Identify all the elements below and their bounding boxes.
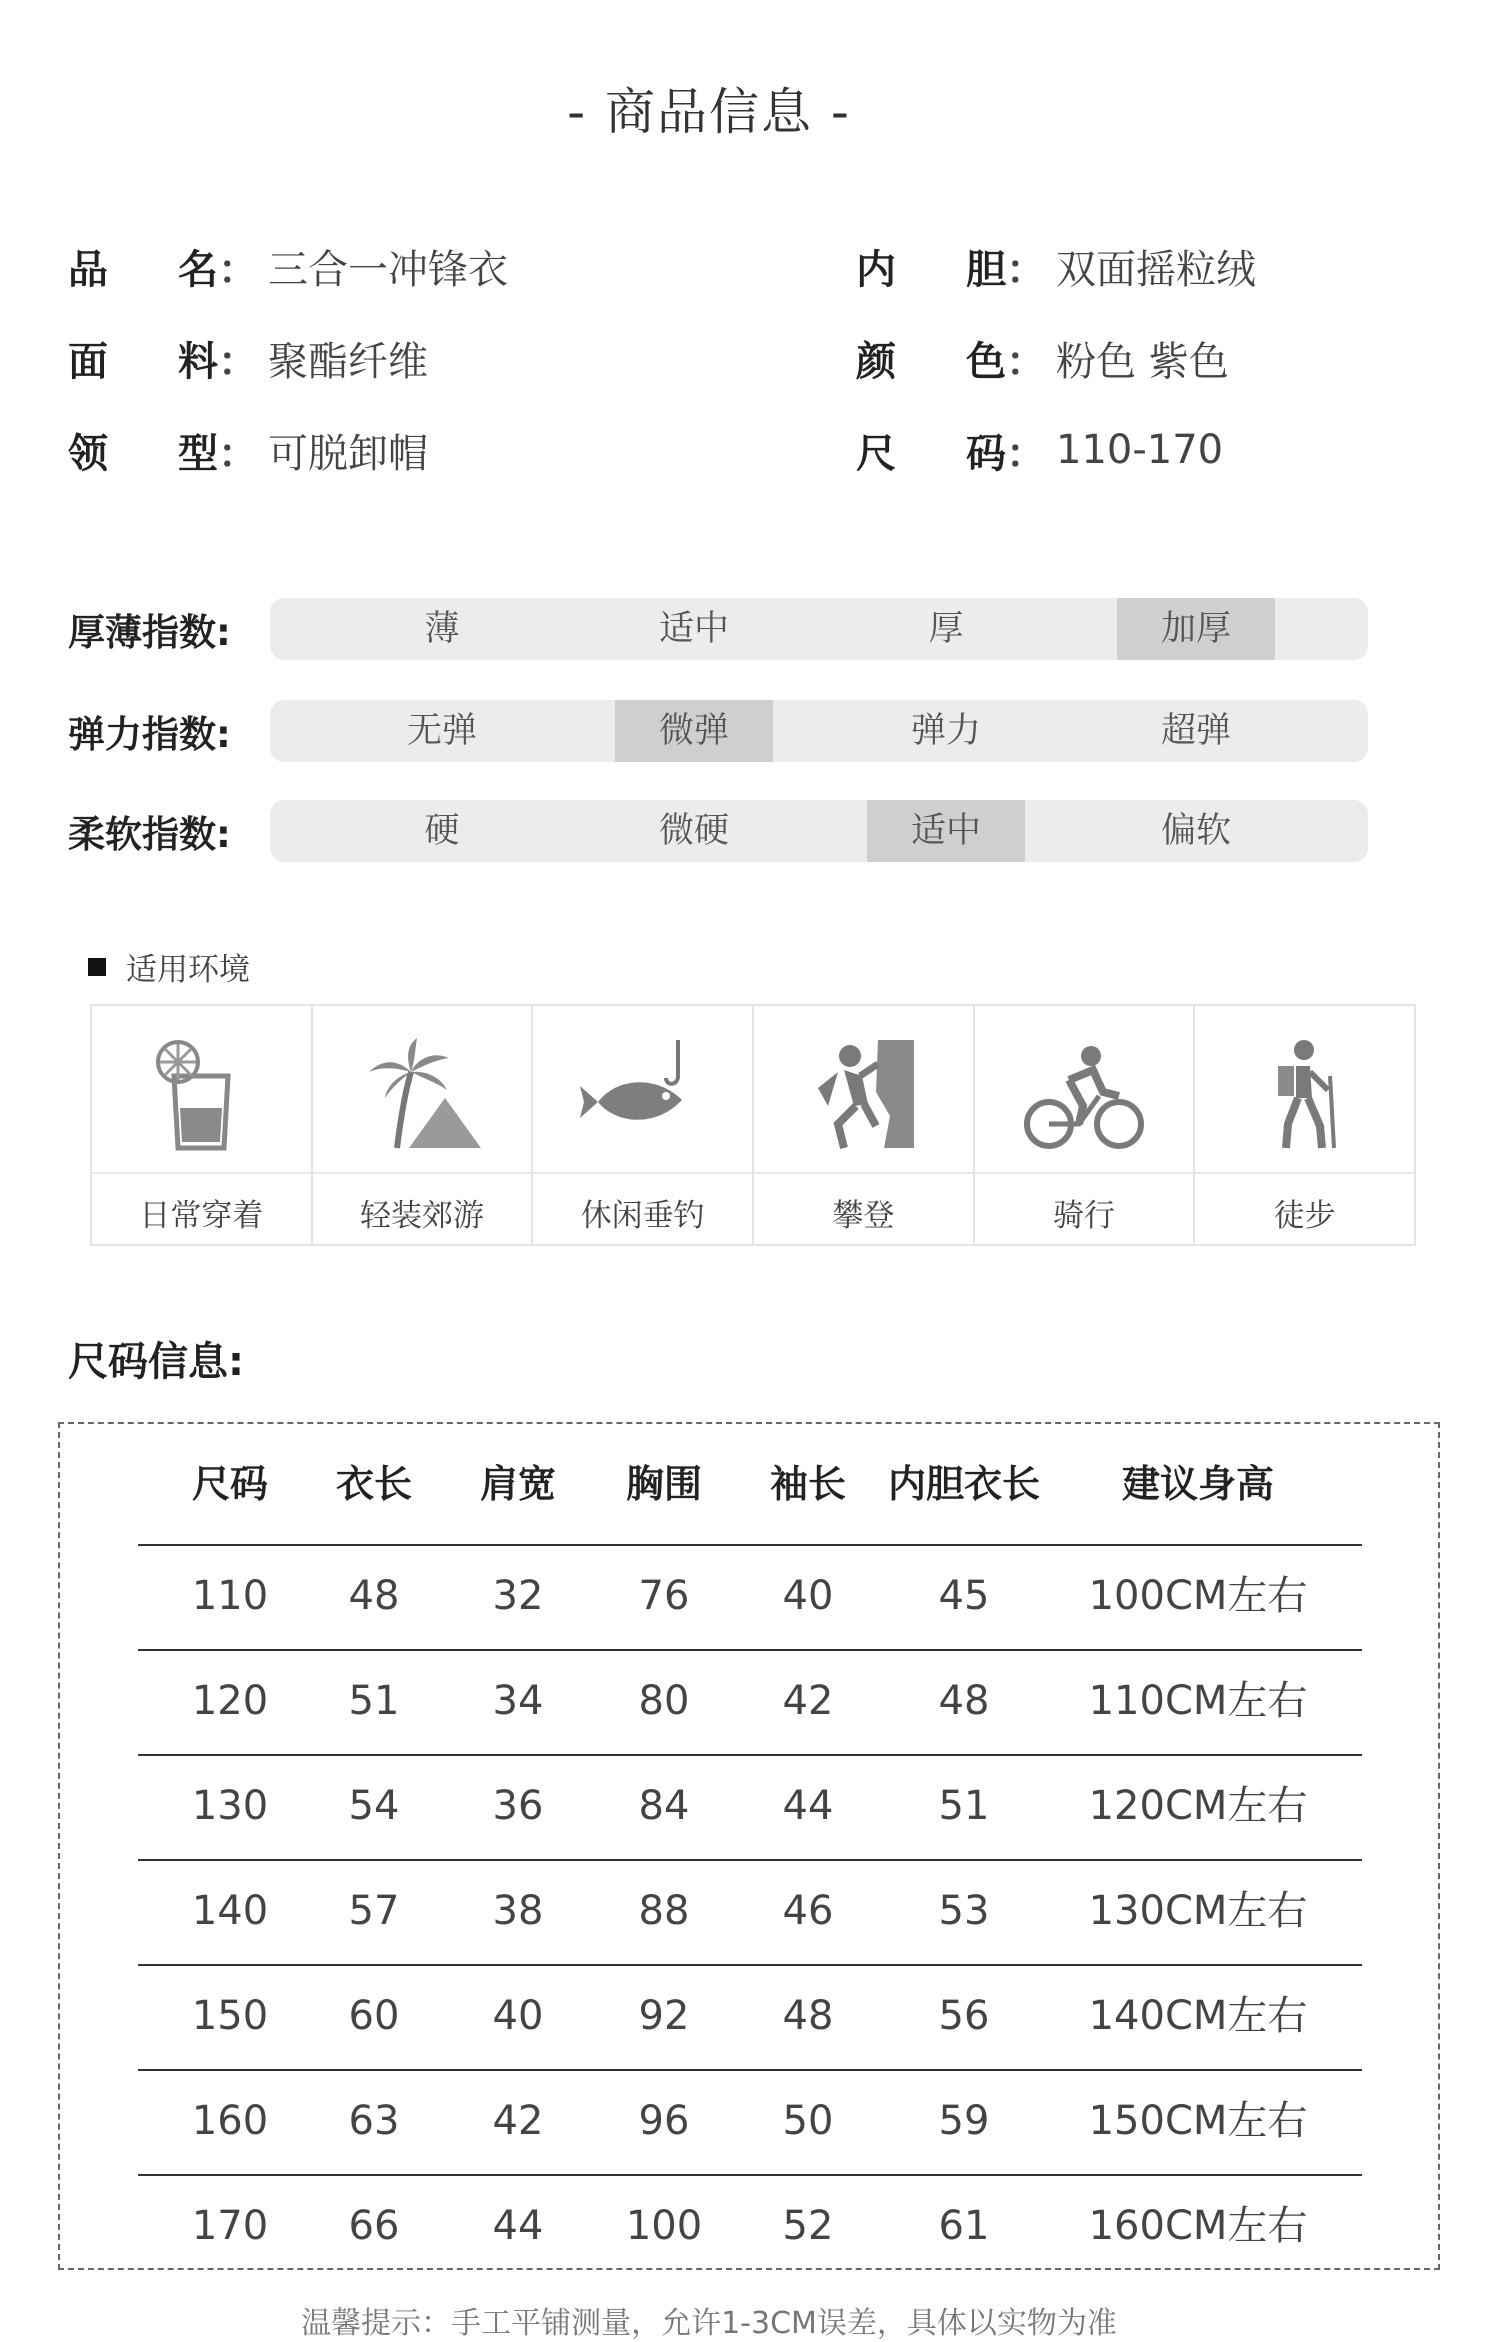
table-cell: 110CM左右 [1088,1678,1308,1724]
table-row [138,1544,1362,1649]
table-cell: 40 [782,1573,834,1619]
table-cell: 54 [348,1783,400,1829]
index-label: 弹力指数: [68,713,231,756]
column-header: 建议身高 [1121,1462,1274,1506]
table-cell: 88 [638,1888,690,1934]
env-item-outing [313,1006,534,1244]
index-option: 适中 [658,609,729,649]
index-bar [270,800,1368,862]
info-value: 三合一冲锋衣 [268,246,508,293]
palm-mountain-icon [357,1036,487,1156]
table-cell: 57 [348,1888,400,1934]
index-option: 厚 [928,609,964,649]
table-cell: 40 [492,1993,544,2039]
info-row [856,236,1256,296]
size-title: 尺码信息: [68,1339,244,1385]
env-label: 轻装郊游 [360,1198,484,1234]
environment-grid [90,1004,1416,1246]
env-label: 骑行 [1053,1198,1116,1234]
info-row [68,328,428,388]
table-cell: 48 [348,1573,400,1619]
table-cell: 84 [638,1783,690,1829]
table-cell: 61 [938,2203,990,2249]
env-item-hiking [1195,1006,1414,1244]
table-cell: 32 [492,1573,544,1619]
table-cell: 63 [348,2098,400,2144]
index-bar [270,700,1368,762]
info-colon: ： [218,246,258,293]
table-cell: 160 [191,2098,269,2144]
env-item-fishing [533,1006,754,1244]
index-option-selected: 加厚 [1117,598,1275,660]
table-cell: 66 [348,2203,400,2249]
index-option-selected: 适中 [867,800,1025,862]
info-row [856,328,1229,388]
table-cell: 130CM左右 [1088,1888,1308,1934]
column-header: 肩宽 [479,1462,556,1506]
table-cell: 48 [938,1678,990,1724]
index-option: 硬 [424,811,460,851]
table-cell: 34 [492,1678,544,1724]
table-cell: 92 [638,1993,690,2039]
index-option: 超弹 [1160,711,1231,751]
table-cell: 76 [638,1573,690,1619]
table-cell: 150CM左右 [1088,2098,1308,2144]
table-cell: 60 [348,1993,400,2039]
table-row [138,1649,1362,1754]
table-cell: 120CM左右 [1088,1783,1308,1829]
env-item-cycling [975,1006,1196,1244]
table-cell: 45 [938,1573,990,1619]
table-cell: 36 [492,1783,544,1829]
table-cell: 53 [938,1888,990,1934]
env-label: 徒步 [1273,1198,1336,1234]
env-item-daily [92,1006,313,1244]
index-option: 无弹 [406,711,477,751]
index-option: 微硬 [658,811,729,851]
table-cell: 130 [191,1783,269,1829]
table-header-row [138,1424,1362,1544]
environment-title: 适用环境 [126,952,250,988]
info-colon: ： [1006,430,1046,477]
info-label: 尺 码 [856,430,1006,477]
info-label: 领 型 [68,430,218,477]
info-row [856,420,1223,480]
env-item-climbing [754,1006,975,1244]
table-cell: 100CM左右 [1088,1573,1308,1619]
climber-icon [798,1036,928,1156]
table-cell: 80 [638,1678,690,1724]
table-row [138,1754,1362,1859]
info-label: 面 料 [68,338,218,385]
table-cell: 160CM左右 [1088,2203,1308,2249]
index-row [68,800,1368,862]
info-label: 品 名 [68,246,218,293]
info-colon: ： [218,430,258,477]
info-label: 颜 色 [856,338,1006,385]
index-row [68,700,1368,762]
info-value: 聚酯纤维 [268,338,428,385]
column-header: 衣长 [335,1462,412,1506]
index-option: 偏软 [1160,811,1231,851]
bullet-square-icon [88,958,106,976]
table-cell: 44 [782,1783,834,1829]
column-header: 内胆衣长 [887,1462,1040,1506]
measurement-note: 温馨提示：手工平铺测量，允许1-3CM误差，具体以实物为准 [301,2306,1117,2341]
table-cell: 120 [191,1678,269,1724]
info-row [68,236,508,296]
table-cell: 51 [348,1678,400,1724]
info-label: 内 胆 [856,246,1006,293]
env-label: 攀登 [832,1198,895,1234]
table-cell: 38 [492,1888,544,1934]
table-cell: 42 [492,2098,544,2144]
table-cell: 52 [782,2203,834,2249]
size-table [138,1424,1362,2279]
fish-hook-icon [578,1036,708,1156]
table-cell: 170 [191,2203,269,2249]
table-cell: 48 [782,1993,834,2039]
table-cell: 110 [191,1573,269,1619]
table-cell: 44 [492,2203,544,2249]
table-cell: 56 [938,1993,990,2039]
index-option: 弹力 [910,711,981,751]
index-bar [270,598,1368,660]
table-cell: 140 [191,1888,269,1934]
env-label: 日常穿着 [139,1198,264,1234]
table-cell: 59 [938,2098,990,2144]
table-row [138,2174,1362,2279]
info-value: 粉色 紫色 [1056,338,1229,385]
table-cell: 150 [191,1993,269,2039]
size-table-box [58,1422,1440,2270]
index-option-selected: 微弹 [615,700,773,762]
index-row [68,598,1368,660]
info-value: 110-170 [1056,427,1224,473]
table-cell: 100 [625,2203,703,2249]
drink-cup-icon [136,1036,266,1156]
info-value: 双面摇粒绒 [1056,246,1256,293]
cyclist-icon [1019,1036,1149,1156]
info-row [68,420,428,480]
info-value: 可脱卸帽 [268,430,428,477]
env-label: 休闲垂钓 [580,1198,705,1234]
info-colon: ： [1006,338,1046,385]
table-cell: 46 [782,1888,834,1934]
index-label: 柔软指数: [68,813,231,856]
column-header: 胸围 [625,1462,702,1506]
index-option: 薄 [424,609,460,649]
table-row [138,1964,1362,2069]
hiker-icon [1240,1036,1370,1156]
environment-header [88,944,250,989]
section-title: - 商品信息 - [567,83,851,141]
table-cell: 96 [638,2098,690,2144]
column-header: 尺码 [191,1462,268,1506]
info-colon: ： [1006,246,1046,293]
table-cell: 50 [782,2098,834,2144]
index-label: 厚薄指数: [68,611,231,654]
table-cell: 51 [938,1783,990,1829]
table-cell: 42 [782,1678,834,1724]
column-header: 袖长 [769,1462,846,1506]
table-row [138,1859,1362,1964]
table-cell: 140CM左右 [1088,1993,1308,2039]
info-colon: ： [218,338,258,385]
table-row [138,2069,1362,2174]
